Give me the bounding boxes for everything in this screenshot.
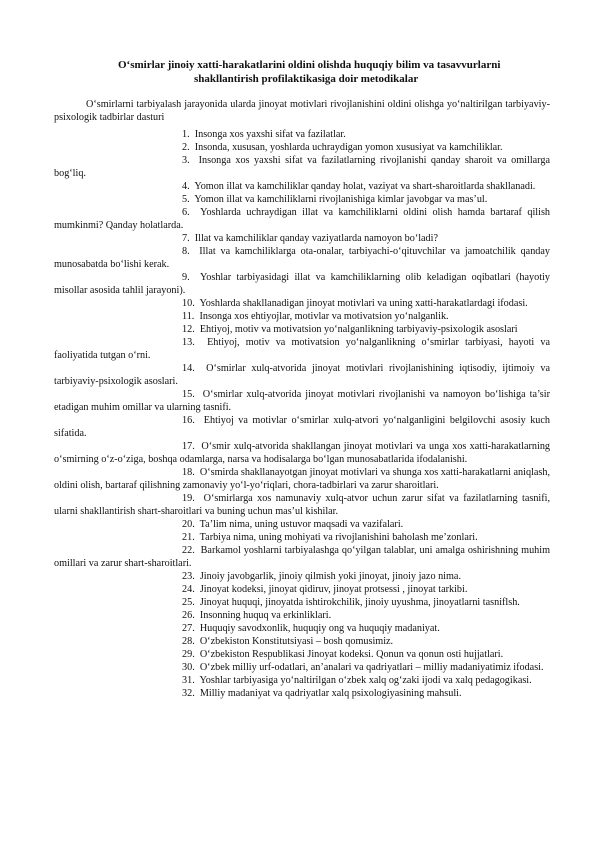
list-item-number: 23. (182, 571, 195, 582)
list-item-number: 18. (182, 467, 195, 478)
list-item-text: Ehtiyoj, motiv va motivatsion yo‘nalganlikning o‘smirlar tarbiyasi, hayoti va faoliyatida tutgan o‘rni. (54, 337, 551, 361)
list-item-number: 2. (182, 142, 190, 153)
list-item-text: Ehtiyoj va motivlar o‘smirlar xulq-atvori yo‘nalganligini belgilovchi asosiy kuch sifatida. (54, 415, 551, 439)
list-item (54, 440, 550, 466)
list-item-number: 29. (182, 649, 195, 660)
list-item (54, 206, 550, 232)
list-item (54, 336, 550, 362)
list-item-text: Insonga xos yaxshi sifat va fazilatlar. (194, 129, 346, 140)
list-item-number: 14. (182, 363, 195, 374)
list-item-text: Milliy madaniyat va qadriyatlar xalq psixologiyasining mahsuli. (199, 688, 462, 699)
list-item-number: 25. (182, 597, 195, 608)
list-item (54, 323, 550, 336)
list-item-number: 22. (182, 545, 195, 556)
list-item-number: 16. (182, 415, 195, 426)
list-item (54, 232, 550, 245)
list-item (54, 388, 550, 414)
list-item (54, 297, 550, 310)
list-item (54, 310, 550, 323)
list-item-text: Ehtiyoj, motiv va motivatsion yo‘nalganlikning tarbiyaviy-psixologik asoslari (199, 324, 518, 335)
list-item (54, 141, 550, 154)
list-item-number: 19. (182, 493, 195, 504)
list-item-number: 27. (182, 623, 195, 634)
list-item-text: O‘zbekiston Konstitutsiyasi – bosh qomusimiz. (199, 636, 394, 647)
list-item (54, 271, 550, 297)
document-title (118, 58, 550, 86)
list-item (54, 596, 550, 609)
list-item (54, 414, 550, 440)
list-item-text: Insonning huquq va erkinliklari. (199, 610, 332, 621)
list-item-text: Jinoyat huquqi, jinoyatda ishtirokchilik, jinoiy uyushma, jinoyatlarni tasniflsh. (199, 597, 520, 608)
list-item-text: O‘smir xulq-atvorida shakllangan jinoyat motivlari va unga xos xatti-harakatlarning o‘smirning o‘z-o‘ziga, boshqa odamlarga, narsa va hodisalarga bo‘lgan munosabatlarida ifodalanishi. (54, 441, 551, 465)
list-item-number: 13. (182, 337, 195, 348)
list-item (54, 609, 550, 622)
list-item-text: Ta’lim nima, uning ustuvor maqsadi va vazifalari. (199, 519, 404, 530)
list-item-text: Barkamol yoshlarni tarbiyalashga qo‘yilgan talablar, uni amalga oshirishning muhim omillari va zarur shart-sharoitlari. (54, 545, 551, 569)
list-item-number: 30. (182, 662, 195, 673)
list-item-text: Tarbiya nima, uning mohiyati va rivojlanishini baholash me’zonlari. (199, 532, 478, 543)
list-item (54, 193, 550, 206)
list-item-text: O‘smirda shakllanayotgan jinoyat motivlari va shunga xos xatti-harakatlarni aniqlash, oldini olish, bartaraf qilishning zamonaviy yo‘l-yo‘riqlari, chora-tadbirlari va zarur sharoitlari. (54, 467, 550, 491)
list-item-text: Yoshlar tarbiyasiga yo‘naltirilgan o‘zbek xalq og‘zaki ijodi va xalq pedagogikasi. (199, 675, 532, 686)
list-item (54, 635, 550, 648)
title-line-2: shakllantirish profilaktikasiga doir metodikalar (194, 73, 419, 85)
list-item-number: 10. (182, 298, 195, 309)
list-item-text: Insonga xos ehtiyojlar, motivlar va motivatsion yo‘nalganlik. (199, 311, 449, 322)
list-item-number: 17. (182, 441, 195, 452)
list-item (54, 362, 550, 388)
list-item-text: O‘zbek milliy urf-odatlari, an’analari va qadriyatlari – milliy madaniyatimiz ifodasi. (199, 662, 544, 673)
list-item-number: 6. (182, 207, 190, 218)
list-item-number: 12. (182, 324, 195, 335)
list-item (54, 674, 550, 687)
list-item (54, 245, 550, 271)
list-item-number: 8. (182, 246, 190, 257)
list-item-number: 15. (182, 389, 195, 400)
list-item (54, 492, 550, 518)
list-item-number: 21. (182, 532, 195, 543)
list-item-number: 31. (182, 675, 195, 686)
list-item-text: O‘smirlar xulq-atvorida jinoyat motivlari rivojlanishi va namoyon bo‘lishiga ta’sir etadigan muhim omillar va ularning tasnifi. (54, 389, 550, 413)
list-item-text: Yomon illat va kamchiliklar qanday holat, vaziyat va shart-sharoitlarda shakllanadi. (194, 181, 536, 192)
list-item-number: 32. (182, 688, 195, 699)
list-item (54, 128, 550, 141)
list-item-number: 7. (182, 233, 190, 244)
list-item-number: 28. (182, 636, 195, 647)
list-item (54, 648, 550, 661)
list-item-text: O‘smirlar xulq-atvorida jinoyat motivlari rivojlanishining iqtisodiy, ijtimoiy va tarbiyaviy-psixologik asoslari. (54, 363, 550, 387)
list-item-number: 11. (182, 311, 195, 322)
list-item-text: Illat va kamchiliklar qanday vaziyatlarda namoyon bo‘ladi? (194, 233, 439, 244)
list-item (54, 154, 550, 180)
list-item (54, 518, 550, 531)
list-item (54, 622, 550, 635)
list-item-text: Huquqiy savodxonlik, huquqiy ong va huquqiy madaniyat. (199, 623, 440, 634)
list-item-text: Jinoyat kodeksi, jinoyat qidiruv, jinoyat protsessi , jinoyat tarkibi. (199, 584, 468, 595)
list-item-text: Illat va kamchiliklarga ota-onalar, tarbiyachi-o‘qituvchilar va jamoatchilik qanday munosabatda bo‘lishi kerak. (54, 246, 550, 270)
list-item-text: Yoshlarda uchraydigan illat va kamchiliklarni oldini olish hamda bartaraf qilish mumkinmi? Qanday holatlarda. (54, 207, 550, 231)
list-item-text: Insonga xos yaxshi sifat va fazilatlarning rivojlanishi qanday sharoit va omillarga bog‘liq. (54, 155, 550, 179)
list-item-number: 26. (182, 610, 195, 621)
list-item (54, 570, 550, 583)
list-item (54, 180, 550, 193)
program-list (54, 128, 550, 700)
intro-paragraph: O‘smirlarni tarbiyalash jarayonida ularda jinoyat motivlari rivojlanishini oldini olishga yo‘naltirilgan tarbiyaviy-psixologik tadbirlar dasturi (54, 99, 550, 123)
list-item-text: Insonda, xususan, yoshlarda uchraydigan yomon xususiyat va kamchiliklar. (194, 142, 503, 153)
list-item-number: 24. (182, 584, 195, 595)
list-item (54, 687, 550, 700)
list-item-number: 1. (182, 129, 190, 140)
list-item-number: 9. (182, 272, 190, 283)
list-item-number: 4. (182, 181, 190, 192)
list-item (54, 466, 550, 492)
list-item-text: Yoshlarda shakllanadigan jinoyat motivlari va uning xatti-harakatlardagi ifodasi. (199, 298, 528, 309)
list-item (54, 661, 550, 674)
list-item-text: O‘zbekiston Respublikasi Jinoyat kodeksi. Qonun va qonun osti hujjatlari. (199, 649, 504, 660)
list-item-text: Yoshlar tarbiyasidagi illat va kamchiliklarning olib keladigan oqibatlari (hayotiy misollar asosida tahlil jarayoni). (54, 272, 550, 296)
list-item-number: 20. (182, 519, 195, 530)
title-line-1: O‘smirlar jinoiy xatti-harakatlarini oldini olishda huquqiy bilim va tasavvurlarni (118, 59, 501, 71)
list-item (54, 583, 550, 596)
list-item-text: Jinoiy javobgarlik, jinoiy qilmish yoki jinoyat, jinoiy jazo nima. (199, 571, 462, 582)
list-item (54, 531, 550, 544)
list-item-text: O‘smirlarga xos namunaviy xulq-atvor uchun zarur sifat va fazilatlarning tasnifi, ularni shakllantirish shart-sharoitlari va buning uchun mas’ul kishilar. (54, 493, 551, 517)
list-item-text: Yomon illat va kamchiliklarni rivojlanishiga kimlar javobgar va mas’ul. (194, 194, 488, 205)
list-item-number: 3. (182, 155, 190, 166)
list-item-number: 5. (182, 194, 190, 205)
list-item (54, 544, 550, 570)
